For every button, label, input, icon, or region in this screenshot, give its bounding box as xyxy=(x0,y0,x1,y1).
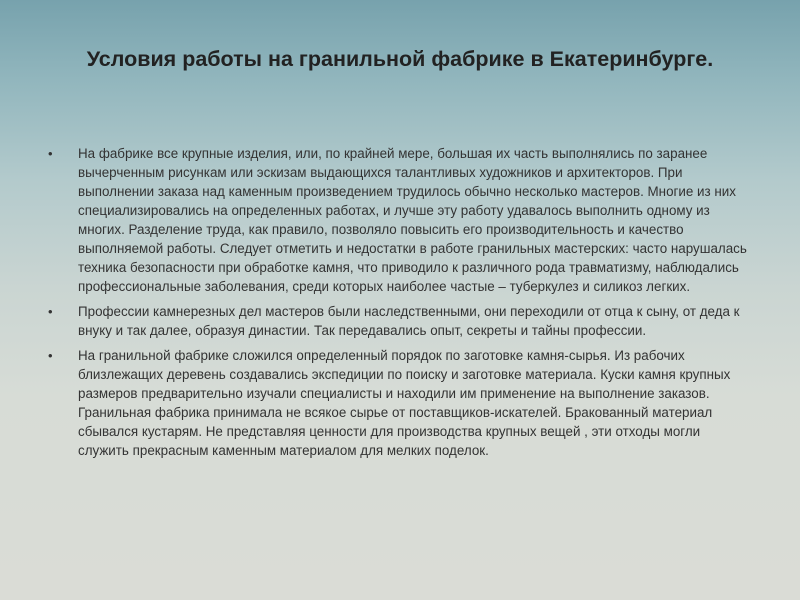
slide-title: Условия работы на гранильной фабрике в Екатеринбурге. xyxy=(86,47,714,71)
bullet-item xyxy=(48,302,748,340)
bullet-list xyxy=(48,144,748,466)
bullet-text: На гранильной фабрике сложился определенный порядок по заготовке камня-сырья. Из рабочих близлежащих деревень создавались экспедиции по поиску и заготовке материала. Куски камня крупных размеров предварительно изучали специалисты и находили им применение на выполнение заказов. Гранильная фабрика принимала не всякое сырье от поставщиков-искателей. Бракованный материал сбывался кустарям. Не представляя ценности для производства крупных вещей , эти отходы могли служить прекрасным каменным материалом для мелких поделок. xyxy=(78,348,731,458)
bullet-marker-icon: • xyxy=(48,146,53,161)
bullet-text: Профессии камнерезных дел мастеров были наследственными, они переходили от отца к сыну, от деда к внуку и так далее, образуя династии. Так передавались опыт, секреты и тайны профессии. xyxy=(78,304,740,338)
bullet-item xyxy=(48,346,748,460)
bullet-marker-icon: • xyxy=(48,348,53,363)
bullet-text: На фабрике все крупные изделия, или, по крайней мере, большая их часть выполнялись по заранее вычерченным рисункам или эскизам выдающихся талантливых художников и архитекторов. При выполнении заказа над каменным произведением трудилось обычно несколько мастеров. Многие из них специализировались на определенных работах, и лучше эту работу удавалось выполнить одному из многих. Разделение труда, как правило, позволяло повысить его производительность и качество выполняемой работы. Следует отметить и недостатки в работе гранильных мастерских: часто нарушалась техника безопасности при обработке камня, что приводило к различного рода травматизму, наблюдались профессиональные заболевания, среди которых наиболее частые – туберкулез и силикоз легких. xyxy=(78,146,747,294)
bullet-item xyxy=(48,144,748,296)
bullet-marker-icon: • xyxy=(48,304,53,319)
